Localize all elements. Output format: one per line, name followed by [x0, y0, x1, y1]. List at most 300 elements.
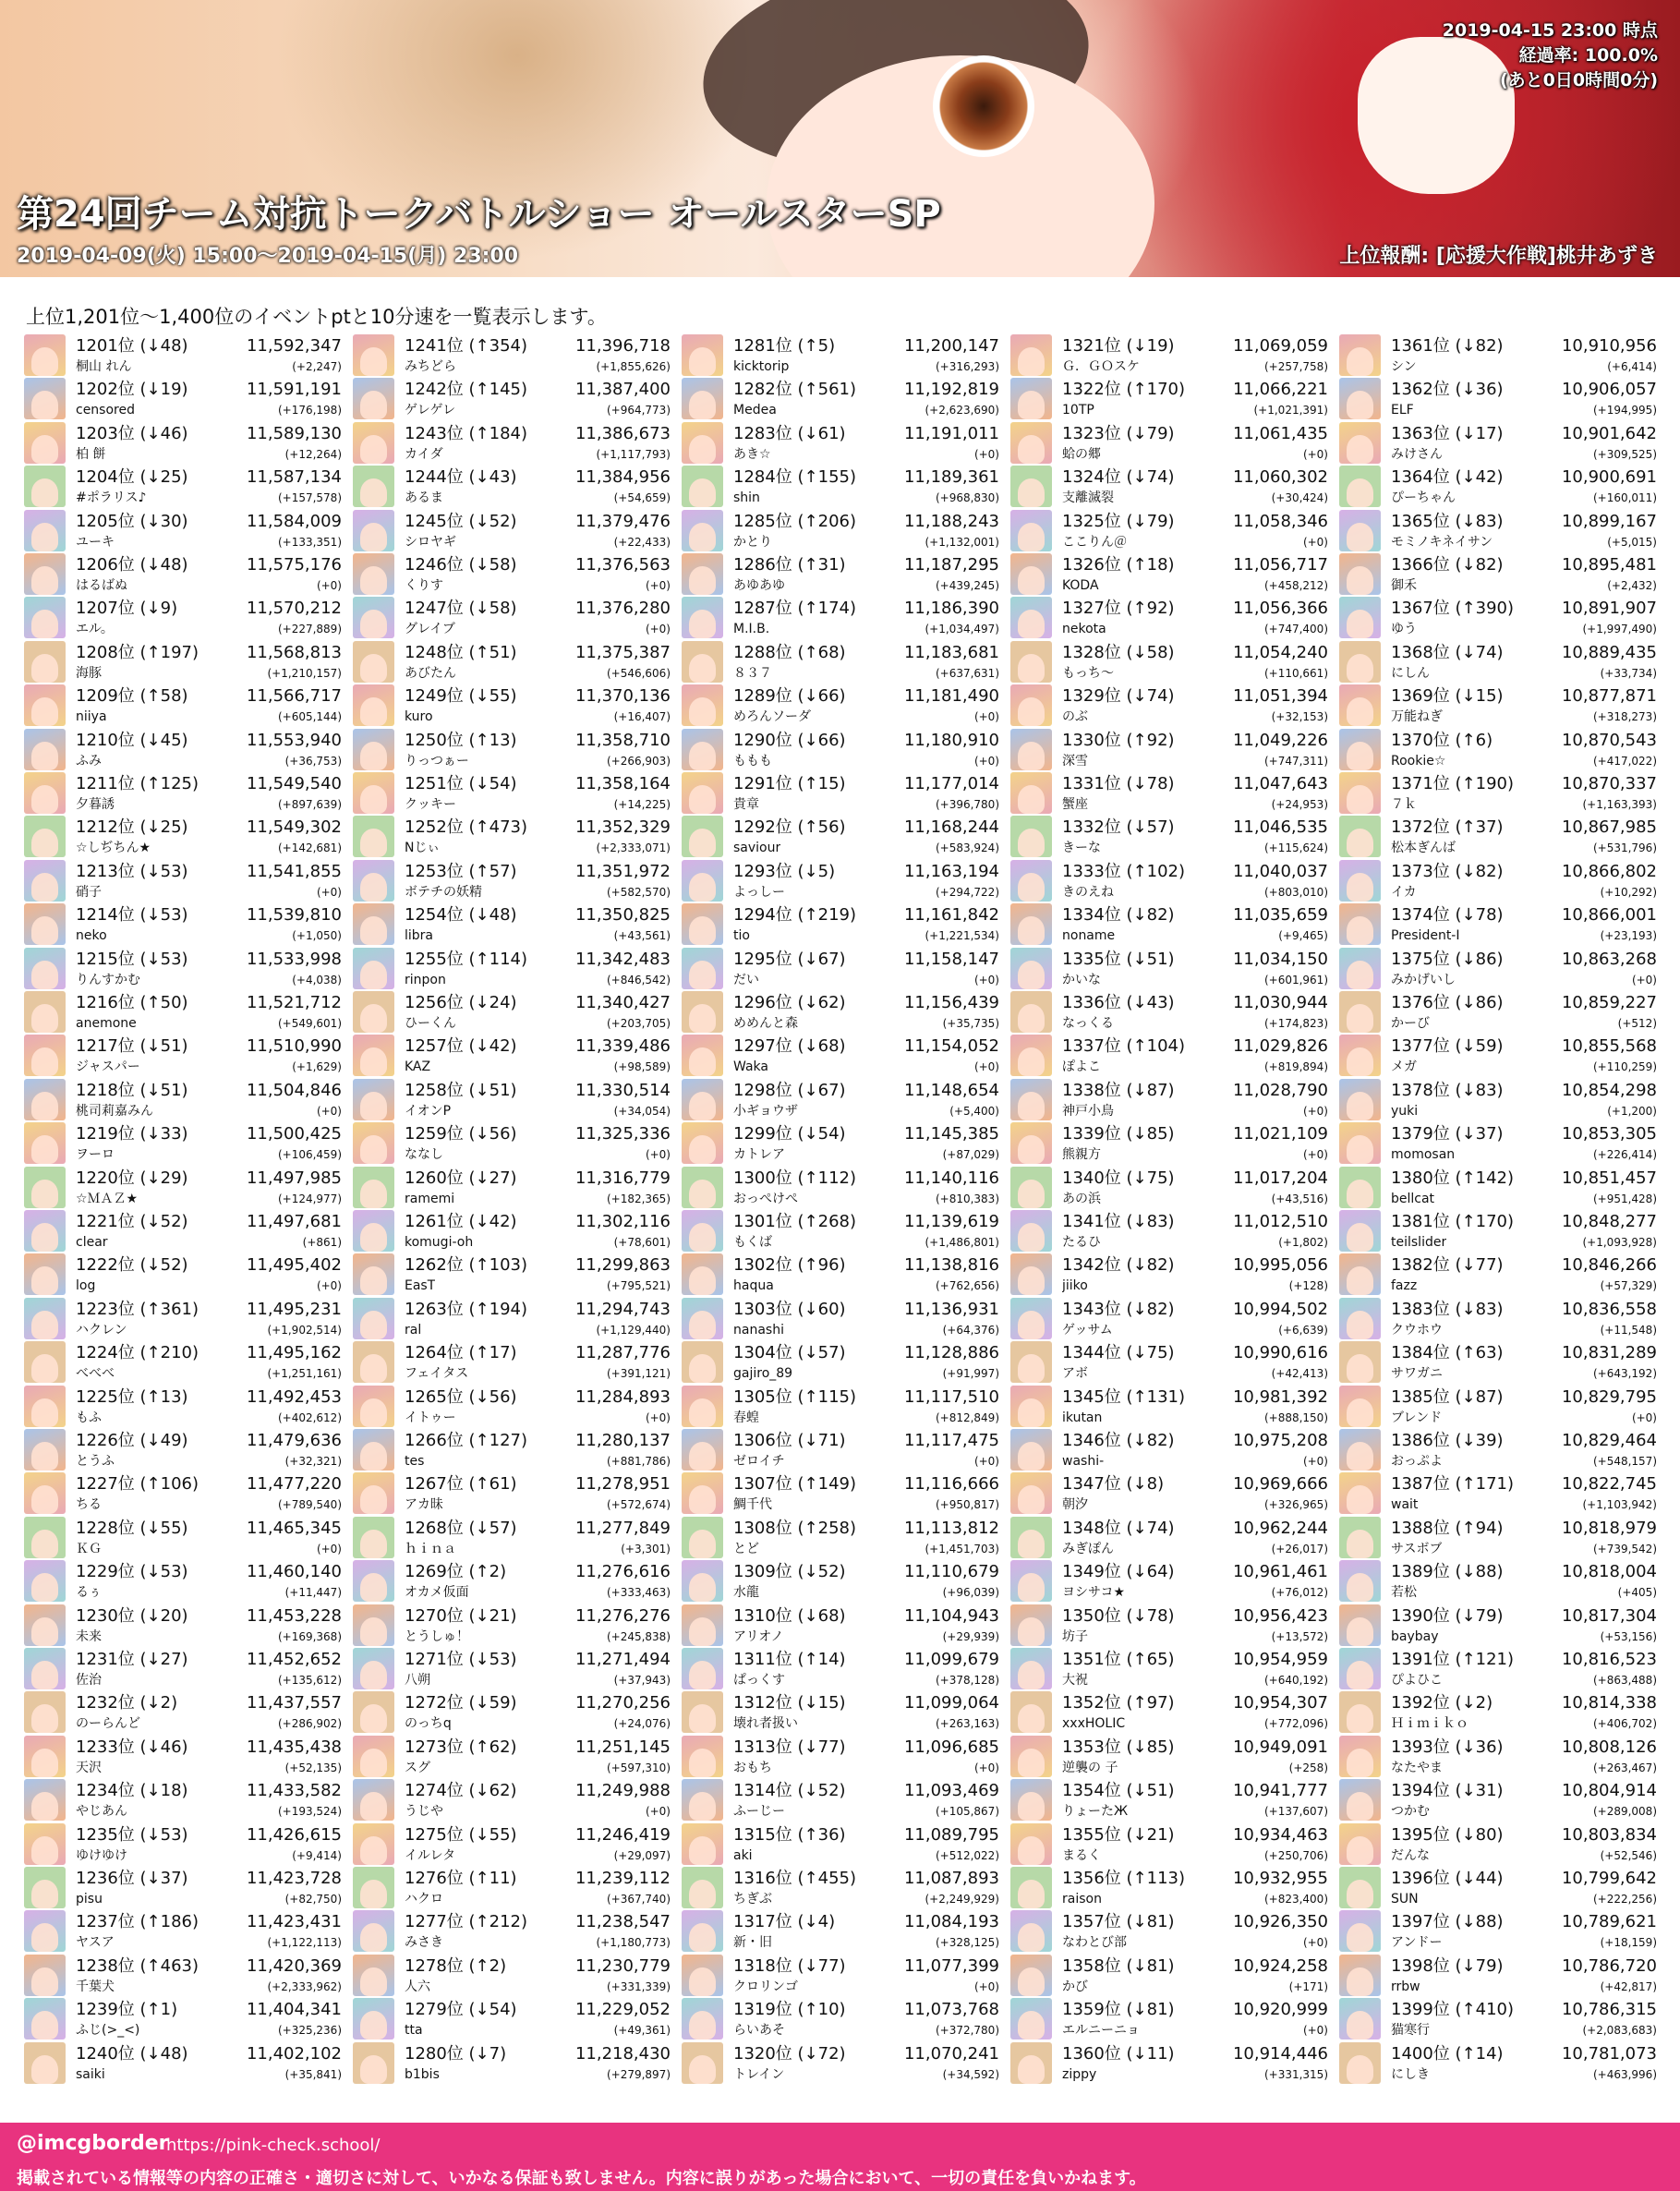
- producer-name: 天沢: [76, 1760, 102, 1775]
- avatar: [1010, 991, 1052, 1033]
- ranking-entry: [353, 1120, 676, 1164]
- avatar: [1339, 2042, 1381, 2084]
- ranking-entry: [1010, 376, 1334, 419]
- ranking-entry: [353, 376, 676, 419]
- event-points: 10,781,073: [1561, 2043, 1657, 2064]
- rank-label: 1374位 (↓78): [1391, 905, 1504, 926]
- event-points: 11,034,150: [1232, 949, 1328, 969]
- producer-name: ブレンド: [1391, 1410, 1443, 1425]
- rank-label: 1349位 (↓64): [1062, 1562, 1175, 1582]
- ranking-entry: [682, 770, 1005, 814]
- ten-minute-speed: (+11,548): [1600, 1323, 1657, 1337]
- rank-label: 1248位 (↑51): [405, 642, 517, 662]
- avatar: [353, 772, 394, 814]
- producer-name: みけさん: [1391, 446, 1443, 462]
- ranking-entry: [1010, 1208, 1334, 1252]
- rank-label: 1369位 (↓15): [1391, 686, 1504, 707]
- rank-label: 1324位 (↓74): [1062, 467, 1175, 488]
- producer-name: pisu: [76, 1892, 103, 1907]
- avatar: [24, 1298, 66, 1339]
- ranking-entry: [353, 508, 676, 551]
- producer-name: ユーキ: [76, 534, 115, 550]
- rank-label: 1267位 (↑61): [405, 1474, 517, 1495]
- event-points: 11,352,329: [574, 817, 671, 838]
- ranking-entry: [1339, 551, 1662, 595]
- event-points: 10,995,056: [1232, 1255, 1328, 1276]
- producer-name: M.I.B.: [733, 622, 770, 637]
- ranking-entry: [24, 1165, 347, 1208]
- producer-name: 小ギョウザ: [733, 1103, 798, 1119]
- event-points: 11,087,893: [903, 1869, 999, 1888]
- ranking-entry: [353, 1734, 676, 1777]
- avatar: [682, 860, 723, 902]
- ten-minute-speed: (+1,251,161): [267, 1367, 342, 1381]
- ten-minute-speed: (+227,889): [277, 623, 342, 636]
- rank-label: 1334位 (↓82): [1062, 905, 1175, 926]
- rank-label: 1368位 (↓74): [1391, 642, 1504, 662]
- avatar: [353, 334, 394, 376]
- rank-label: 1214位 (↓53): [76, 905, 188, 926]
- avatar: [353, 684, 394, 726]
- avatar: [1010, 1648, 1052, 1689]
- event-points: 11,591,191: [246, 380, 342, 400]
- ranking-entry: [682, 1689, 1005, 1733]
- avatar: [1010, 948, 1052, 989]
- ten-minute-speed: (+0): [1302, 1148, 1328, 1162]
- producer-name: だい: [733, 972, 759, 987]
- producer-name: だんな: [1391, 1847, 1430, 1863]
- ranking-entry: [24, 1120, 347, 1164]
- event-points: 11,218,430: [574, 2043, 671, 2064]
- avatar: [682, 334, 723, 376]
- ten-minute-speed: (+1,132,001): [925, 535, 999, 549]
- ranking-entry: [1339, 1077, 1662, 1120]
- producer-name: あびたん: [405, 665, 456, 681]
- avatar: [353, 816, 394, 857]
- ten-minute-speed: (+309,525): [1592, 447, 1657, 461]
- avatar: [682, 948, 723, 989]
- avatar: [353, 1823, 394, 1865]
- producer-name: もふ: [76, 1410, 102, 1425]
- rank-label: 1287位 (↑174): [733, 599, 857, 619]
- producer-name: つかむ: [1391, 1804, 1430, 1820]
- rank-label: 1344位 (↓75): [1062, 1343, 1175, 1363]
- producer-name: shin: [733, 490, 760, 506]
- producer-name: #ポラリス♪: [76, 490, 147, 506]
- rank-label: 1284位 (↑155): [733, 467, 857, 488]
- rank-label: 1255位 (↑114): [405, 949, 528, 969]
- avatar: [1010, 1429, 1052, 1471]
- producer-name: Medea: [733, 403, 777, 418]
- avatar: [24, 1386, 66, 1427]
- avatar: [1010, 1823, 1052, 1865]
- ranking-entry: [1339, 376, 1662, 419]
- avatar: [682, 816, 723, 857]
- site-url-link[interactable]: https://pink-check.school/: [166, 2136, 381, 2155]
- ten-minute-speed: (+0): [316, 1542, 342, 1555]
- rank-label: 1363位 (↓17): [1391, 423, 1504, 443]
- event-points: 11,138,816: [903, 1255, 999, 1276]
- event-points: 11,136,931: [903, 1299, 999, 1319]
- ten-minute-speed: (+406,702): [1592, 1717, 1657, 1731]
- ten-minute-speed: (+405): [1617, 1586, 1657, 1600]
- rank-label: 1241位 (↑354): [405, 336, 528, 356]
- ranking-entry: [682, 989, 1005, 1033]
- ten-minute-speed: (+37,943): [613, 1674, 671, 1687]
- avatar: [24, 422, 66, 464]
- avatar: [353, 1210, 394, 1252]
- avatar: [24, 1867, 66, 1908]
- producer-name: めろんソーダ: [733, 709, 811, 725]
- avatar: [682, 991, 723, 1033]
- ranking-entry: [353, 1384, 676, 1427]
- rank-label: 1317位 (↓4): [733, 1912, 836, 1932]
- rank-label: 1247位 (↓58): [405, 599, 517, 619]
- ten-minute-speed: (+174,823): [1263, 1017, 1328, 1030]
- avatar: [353, 729, 394, 770]
- ranking-entry: [1339, 683, 1662, 726]
- ranking-entry: [682, 1515, 1005, 1558]
- event-points: 11,376,280: [574, 599, 671, 619]
- avatar: [1339, 1079, 1381, 1120]
- rank-label: 1220位 (↓29): [76, 1168, 188, 1188]
- producer-name: もくば: [733, 1235, 772, 1250]
- producer-name: EasT: [405, 1278, 436, 1294]
- producer-name: ゲッサム: [1062, 1322, 1113, 1338]
- ten-minute-speed: (+0): [316, 1279, 342, 1293]
- ten-minute-speed: (+182,365): [606, 1192, 671, 1205]
- event-points: 11,187,295: [903, 555, 999, 575]
- ten-minute-speed: (+1,221,534): [925, 929, 999, 943]
- rank-label: 1206位 (↓48): [76, 555, 188, 575]
- producer-name: オカメ仮面: [405, 1585, 469, 1601]
- rank-label: 1210位 (↓45): [76, 730, 188, 750]
- rank-label: 1279位 (↓54): [405, 2000, 517, 2020]
- event-points: 11,177,014: [903, 774, 999, 793]
- producer-name: aki: [733, 1847, 753, 1863]
- avatar: [353, 1035, 394, 1076]
- avatar: [24, 1253, 66, 1295]
- event-points: 11,420,369: [246, 1955, 342, 1976]
- ranking-entry: [1339, 1734, 1662, 1777]
- avatar: [1339, 860, 1381, 902]
- ranking-entry: [1339, 464, 1662, 507]
- avatar: [1010, 466, 1052, 507]
- ranking-entry: [1010, 2040, 1334, 2084]
- producer-name: ふーじー: [733, 1804, 785, 1820]
- producer-name: とうしゅ！: [405, 1628, 469, 1644]
- producer-name: President-I: [1391, 928, 1460, 944]
- ranking-entry: [353, 946, 676, 989]
- producer-name: やじあん: [76, 1804, 127, 1820]
- avatar: [1339, 1823, 1381, 1865]
- rank-label: 1274位 (↓62): [405, 1781, 517, 1801]
- avatar: [24, 1560, 66, 1602]
- producer-name: ななし: [405, 1147, 443, 1163]
- event-points: 11,575,176: [246, 555, 342, 575]
- producer-name: rrbw: [1391, 1979, 1420, 1994]
- rank-label: 1205位 (↓30): [76, 511, 188, 531]
- event-points: 10,900,691: [1561, 467, 1657, 488]
- producer-name: 神戸小鳥: [1062, 1103, 1114, 1119]
- ten-minute-speed: (+32,153): [1271, 710, 1328, 724]
- avatar: [353, 948, 394, 989]
- ranking-entry: [1010, 1558, 1334, 1602]
- ranking-entry: [682, 1427, 1005, 1471]
- avatar: [1339, 1253, 1381, 1295]
- ten-minute-speed: (+124,977): [277, 1192, 342, 1205]
- producer-name: ramemi: [405, 1191, 455, 1206]
- avatar: [682, 1823, 723, 1865]
- avatar: [1010, 1604, 1052, 1646]
- event-points: 11,584,009: [246, 511, 342, 531]
- event-points: 10,803,834: [1561, 1824, 1657, 1845]
- event-points: 10,831,289: [1561, 1343, 1657, 1363]
- rank-label: 1254位 (↓48): [405, 905, 517, 926]
- avatar: [1339, 597, 1381, 638]
- event-points: 10,853,305: [1561, 1124, 1657, 1144]
- avatar: [1339, 1648, 1381, 1689]
- event-points: 11,437,557: [246, 1693, 342, 1713]
- rank-label: 1261位 (↓42): [405, 1212, 517, 1231]
- avatar: [682, 466, 723, 507]
- rank-label: 1377位 (↓59): [1391, 1036, 1504, 1057]
- ten-minute-speed: (+372,780): [935, 2024, 999, 2038]
- ten-minute-speed: (+2,247): [292, 360, 342, 373]
- avatar: [682, 772, 723, 814]
- event-points: 10,891,907: [1561, 599, 1657, 619]
- avatar: [24, 1517, 66, 1558]
- ranking-entry: [1010, 1734, 1334, 1777]
- avatar: [1339, 466, 1381, 507]
- producer-name: 熊親方: [1062, 1147, 1101, 1163]
- ranking-entry: [353, 639, 676, 683]
- ten-minute-speed: (+950,817): [935, 1498, 999, 1512]
- event-points: 11,012,510: [1232, 1212, 1328, 1231]
- rank-label: 1253位 (↑57): [405, 861, 517, 881]
- avatar: [1010, 2042, 1052, 2084]
- avatar: [1010, 1998, 1052, 2040]
- rank-label: 1388位 (↑94): [1391, 1518, 1504, 1538]
- producer-name: 蛤の郷: [1062, 446, 1101, 462]
- producer-name: 蟹座: [1062, 797, 1088, 812]
- producer-name: カイダ: [405, 446, 443, 462]
- ranking-entry: [24, 1908, 347, 1952]
- event-points: 11,029,826: [1232, 1036, 1328, 1057]
- ten-minute-speed: (+57,329): [1600, 1279, 1657, 1293]
- ten-minute-speed: (+1,163,393): [1582, 798, 1657, 811]
- ranking-entry: [24, 376, 347, 419]
- ten-minute-speed: (+78,601): [613, 1236, 671, 1249]
- ten-minute-speed: (+861): [302, 1236, 342, 1249]
- avatar: [682, 1517, 723, 1558]
- rank-label: 1276位 (↑11): [405, 1869, 517, 1888]
- event-points: 10,817,304: [1561, 1605, 1657, 1626]
- producer-name: bellcat: [1391, 1191, 1435, 1206]
- ranking-entry: [24, 858, 347, 902]
- ranking-entry: [24, 595, 347, 638]
- ranking-entry: [353, 1777, 676, 1821]
- ten-minute-speed: (+2,083,683): [1582, 2024, 1657, 2038]
- rank-label: 1347位 (↓8): [1062, 1474, 1165, 1495]
- rank-label: 1278位 (↑2): [405, 1955, 507, 1976]
- ranking-entry: [682, 2040, 1005, 2084]
- ten-minute-speed: (+2,249,929): [925, 1893, 999, 1906]
- ten-minute-speed: (+110,259): [1592, 1060, 1657, 1074]
- ten-minute-speed: (+0): [973, 710, 999, 724]
- ten-minute-speed: (+546,606): [606, 666, 671, 680]
- ten-minute-speed: (+331,339): [606, 1979, 671, 1993]
- ten-minute-speed: (+9,414): [292, 1848, 342, 1862]
- event-points: 11,056,717: [1232, 555, 1328, 575]
- ranking-entry: [353, 551, 676, 595]
- rank-label: 1320位 (↓72): [733, 2043, 846, 2064]
- rank-label: 1323位 (↓79): [1062, 423, 1175, 443]
- event-points: 10,949,091: [1232, 1737, 1328, 1757]
- ranking-entry: [1010, 989, 1334, 1033]
- ranking-entry: [353, 1996, 676, 2040]
- ten-minute-speed: (+82,750): [284, 1893, 342, 1906]
- event-points: 11,021,109: [1232, 1124, 1328, 1144]
- producer-name: イトゥー: [405, 1410, 456, 1425]
- producer-name: gajiro_89: [733, 1366, 793, 1382]
- ten-minute-speed: (+263,163): [935, 1717, 999, 1731]
- ranking-entry: [1010, 1296, 1334, 1339]
- avatar: [24, 1779, 66, 1821]
- ranking-entry: [1339, 1296, 1662, 1339]
- ranking-entry: [353, 1603, 676, 1646]
- rank-label: 1373位 (↓82): [1391, 861, 1504, 881]
- producer-name: ハクレン: [76, 1322, 127, 1338]
- ranking-entry: [1010, 946, 1334, 989]
- avatar: [353, 1779, 394, 1821]
- rank-label: 1396位 (↓44): [1391, 1869, 1504, 1888]
- event-points: 11,479,636: [246, 1431, 342, 1450]
- avatar: [1339, 1517, 1381, 1558]
- rank-label: 1322位 (↑170): [1062, 380, 1186, 400]
- event-points: 11,435,438: [246, 1737, 342, 1757]
- ranking-entry: [1010, 1865, 1334, 1908]
- event-points: 11,351,972: [574, 861, 671, 881]
- ranking-grid: [24, 333, 1668, 2083]
- producer-name: 鯛千代: [733, 1497, 772, 1513]
- ten-minute-speed: (+1,855,626): [596, 360, 671, 373]
- producer-name: スグ: [405, 1760, 430, 1775]
- producer-name: トレイン: [733, 2066, 785, 2082]
- top-reward: 上位報酬: [応援大作戦]桃井あずき: [1339, 245, 1658, 268]
- rank-label: 1213位 (↓53): [76, 861, 188, 881]
- ten-minute-speed: (+951,428): [1592, 1192, 1657, 1205]
- rank-label: 1240位 (↓48): [76, 2043, 188, 2064]
- producer-name: SUN: [1391, 1892, 1419, 1907]
- event-points: 11,271,494: [574, 1650, 671, 1669]
- rank-label: 1270位 (↓21): [405, 1605, 517, 1626]
- avatar: [1339, 1998, 1381, 2040]
- avatar: [24, 1429, 66, 1471]
- producer-name: なっくる: [1062, 1016, 1114, 1031]
- ten-minute-speed: (+226,414): [1592, 1148, 1657, 1162]
- ten-minute-speed: (+417,022): [1592, 754, 1657, 768]
- ranking-entry: [24, 1077, 347, 1120]
- producer-name: たるひ: [1062, 1235, 1101, 1250]
- avatar: [1339, 1298, 1381, 1339]
- avatar: [1339, 334, 1381, 376]
- avatar: [1339, 378, 1381, 419]
- event-points: 10,954,959: [1232, 1650, 1328, 1669]
- rank-label: 1384位 (↑63): [1391, 1343, 1504, 1363]
- rank-label: 1306位 (↓71): [733, 1431, 846, 1450]
- ranking-entry: [24, 551, 347, 595]
- event-points: 11,453,228: [246, 1605, 342, 1626]
- ten-minute-speed: (+549,601): [277, 1017, 342, 1030]
- rank-label: 1225位 (↑13): [76, 1386, 188, 1407]
- rank-label: 1246位 (↓58): [405, 555, 517, 575]
- rank-label: 1232位 (↓2): [76, 1693, 178, 1713]
- ranking-entry: [1010, 1646, 1334, 1689]
- ranking-entry: [1339, 1558, 1662, 1602]
- event-points: 10,851,457: [1561, 1168, 1657, 1188]
- avatar: [1010, 772, 1052, 814]
- rank-label: 1268位 (↓57): [405, 1518, 517, 1538]
- producer-name: washi-: [1062, 1454, 1105, 1469]
- event-points: 10,899,167: [1561, 511, 1657, 531]
- rank-label: 1219位 (↓33): [76, 1124, 188, 1144]
- ranking-entry: [1010, 1120, 1334, 1164]
- avatar: [353, 1998, 394, 2040]
- rank-label: 1321位 (↓19): [1062, 336, 1175, 356]
- rank-label: 1341位 (↓83): [1062, 1212, 1175, 1231]
- avatar: [1339, 1341, 1381, 1383]
- producer-name: 硝子: [76, 884, 102, 900]
- rank-label: 1258位 (↓51): [405, 1080, 517, 1100]
- ten-minute-speed: (+1,034,497): [925, 623, 999, 636]
- rank-label: 1310位 (↓68): [733, 1605, 846, 1626]
- ten-minute-speed: (+105,867): [935, 1805, 999, 1819]
- producer-name: あるま: [405, 490, 443, 506]
- producer-name: なわとび部: [1062, 1935, 1127, 1951]
- ten-minute-speed: (+53,156): [1600, 1629, 1657, 1643]
- avatar: [682, 510, 723, 551]
- event-points: 11,056,366: [1232, 599, 1328, 619]
- rank-label: 1234位 (↓18): [76, 1781, 188, 1801]
- event-points: 11,492,453: [246, 1386, 342, 1407]
- ten-minute-speed: (+1,129,440): [596, 1323, 671, 1337]
- ranking-entry: [24, 1865, 347, 1908]
- producer-name: haqua: [733, 1278, 774, 1294]
- rank-label: 1229位 (↓53): [76, 1562, 188, 1582]
- avatar: [1339, 729, 1381, 770]
- rank-label: 1359位 (↓81): [1062, 2000, 1175, 2020]
- producer-name: ゆけゆけ: [76, 1847, 127, 1863]
- producer-name: 新・旧: [733, 1935, 772, 1951]
- rank-label: 1295位 (↓67): [733, 949, 846, 969]
- event-points: 11,188,243: [903, 511, 999, 531]
- event-points: 11,495,231: [246, 1299, 342, 1319]
- ten-minute-speed: (+5,015): [1607, 535, 1657, 549]
- ranking-entry: [24, 1603, 347, 1646]
- producer-name: かーび: [1391, 1016, 1430, 1031]
- ranking-entry: [1339, 333, 1662, 376]
- ten-minute-speed: (+316,293): [935, 360, 999, 373]
- producer-name: カトレア: [733, 1147, 785, 1163]
- producer-name: にしん: [1391, 665, 1430, 681]
- avatar: [1010, 597, 1052, 638]
- avatar: [682, 597, 723, 638]
- ten-minute-speed: (+23,193): [1600, 929, 1657, 943]
- rank-label: 1233位 (↓46): [76, 1737, 188, 1757]
- twitter-handle[interactable]: @imcgborder: [17, 2132, 169, 2155]
- avatar: [24, 1955, 66, 1996]
